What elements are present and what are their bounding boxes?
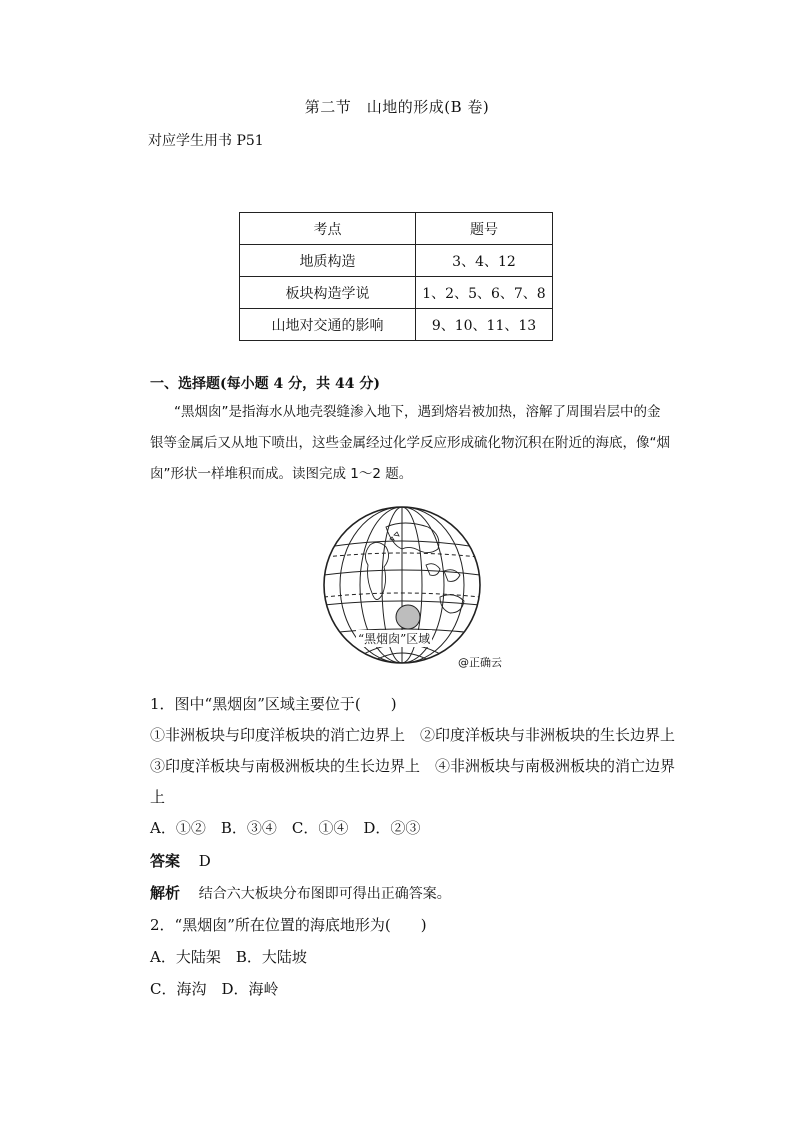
topic-table <box>239 212 553 341</box>
figure-watermark: @正确云 <box>458 656 502 669</box>
question-2-choices-line1: A．大陆架 B．大陆坡 <box>150 948 307 966</box>
question-2-stem: 2．“黑烟囱”所在位置的海底地形为( ) <box>150 916 427 934</box>
table-row <box>240 245 553 277</box>
table-cell: 3、4、12 <box>416 245 553 277</box>
question-1-choices: A．①② B．③④ C．①④ D．②③ <box>150 819 421 837</box>
analysis-text: 结合六大板块分布图即可得出正确答案。 <box>198 886 451 902</box>
question-1-options: ①非洲板块与印度洋板块的消亡边界上 ②印度洋板块与非洲板块的生长边界上 ③印度洋板块与南极洲板块的生长边界上 ④非洲板块与南极洲板块的消亡边界上 <box>150 726 691 806</box>
table-cell: 9、10、11、13 <box>416 309 553 341</box>
table-header-cell: 考点 <box>240 213 416 245</box>
answer-value: D <box>198 852 211 870</box>
figure-label: “黑烟囱”区域 <box>358 632 431 646</box>
page-subtitle: 对应学生用书 P51 <box>148 133 264 149</box>
question-2-choices-line2: C．海沟 D．海岭 <box>150 980 279 998</box>
answer-label: 答案 <box>150 852 181 870</box>
question-1-stem: 1．图中“黑烟囱”区域主要位于( ) <box>150 695 397 713</box>
intro-paragraph: “黑烟囱”是指海水从地壳裂缝渗入地下，遇到熔岩被加热，溶解了周围岩层中的金银等金属后又从地下喷出，这些金属经过化学反应形成硫化物沉积在附近的海底，像“烟囱”形状一样堆积而成。读图完成 1～2 题。 <box>150 404 670 482</box>
table-cell: 地质构造 <box>240 245 416 277</box>
table-header-row <box>240 213 553 245</box>
table-row <box>240 277 553 309</box>
table-cell: 板块构造学说 <box>240 277 416 309</box>
table-header-cell: 题号 <box>416 213 553 245</box>
table-cell: 山地对交通的影响 <box>240 309 416 341</box>
table-row <box>240 309 553 341</box>
table-cell: 1、2、5、6、7、8 <box>416 277 553 309</box>
question-1-analysis <box>150 878 451 910</box>
analysis-label: 解析 <box>150 884 181 902</box>
black-chimney-marker <box>396 605 420 629</box>
page-title: 第二节 山地的形成(B 卷) <box>304 98 490 116</box>
question-1-answer <box>150 846 211 877</box>
section-title: 一、选择题(每小题 4 分，共 44 分) <box>150 376 380 392</box>
